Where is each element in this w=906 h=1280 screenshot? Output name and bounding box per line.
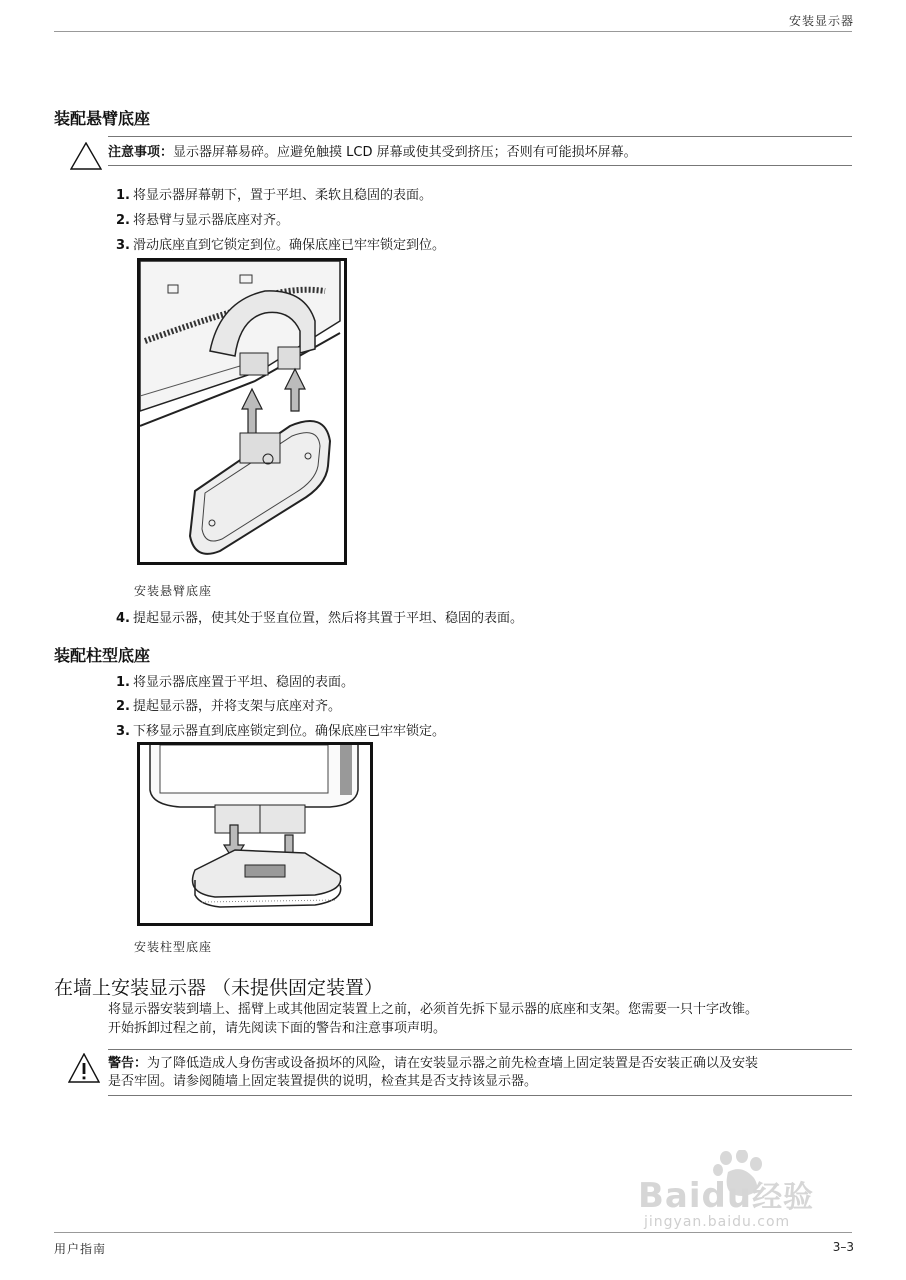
caution-note [108,144,637,162]
warning-line-1: 为了降低造成人身伤害或设备损坏的风险，请在安装显示器之前先检查墙上固定装置是否安装正确以及安装 [147,1056,759,1071]
section-title-wall-mount: 在墙上安装显示器 （未提供固定装置） [54,977,384,999]
arm-base-illustration [140,261,344,562]
arm-step-1: 1. 将显示器屏幕朝下，置于平坦、柔软且稳固的表面。 [116,188,433,203]
arm-figure-caption: 安装悬臂底座 [134,584,213,598]
caution-text: 显示器屏幕易碎。应避免触摸 LCD 屏幕或使其受到挤压；否则有可能损坏屏幕。 [173,145,637,160]
arm-step-2: 2. 将悬臂与显示器底座对齐。 [116,213,290,228]
warning-line-2: 是否牢固。请参阅随墙上固定装置提供的说明，检查其是否支持该显示器。 [108,1074,538,1089]
arm-step-3: 3. 滑动底座直到它锁定到位。确保底座已牢牢锁定到位。 [116,238,446,253]
pedestal-figure-caption: 安装柱型底座 [134,940,213,954]
running-header: 安装显示器 [788,14,854,28]
footer-page-number: 3–3 [832,1240,854,1254]
section-title-pedestal-base: 装配柱型底座 [54,646,151,665]
pedestal-step-1: 1. 将显示器底座置于平坦、稳固的表面。 [116,675,355,690]
warning-top-rule [108,1049,852,1050]
arm-step-4: 4. 提起显示器，使其处于竖直位置，然后将其置于平坦、稳固的表面。 [116,611,524,626]
warning-triangle-icon [68,1053,100,1083]
caution-triangle-icon [70,142,102,170]
wall-mount-paragraph-line-1: 将显示器安装到墙上、摇臂上或其他固定装置上之前，必须首先拆下显示器的底座和支架。您需要一只十字改锥。 [108,1002,759,1017]
watermark-url: jingyan.baidu.com [644,1214,791,1230]
warning-label: 警告： [108,1056,148,1071]
wall-mount-paragraph-line-2: 开始拆卸过程之前，请先阅读下面的警告和注意事项声明。 [108,1021,447,1036]
header-rule [54,31,852,32]
pedestal-step-2: 2. 提起显示器，并将支架与底座对齐。 [116,699,342,714]
caution-top-rule [108,136,852,137]
pedestal-base-figure [137,742,373,926]
pedestal-step-3: 3. 下移显示器直到底座锁定到位。确保底座已牢牢锁定。 [116,724,446,739]
section-title-arm-base: 装配悬臂底座 [54,109,151,128]
baidu-jingyan-watermark [638,1150,848,1232]
warning-note [108,1055,856,1091]
footer-rule [54,1232,852,1233]
warning-bottom-rule [108,1095,852,1096]
footer-guide-title: 用户指南 [54,1242,107,1256]
caution-bottom-rule [108,165,852,166]
arm-base-figure [137,258,347,565]
caution-label: 注意事项： [108,145,174,160]
watermark-brand: Baidu经验 [638,1176,815,1216]
pedestal-base-illustration [140,745,370,923]
